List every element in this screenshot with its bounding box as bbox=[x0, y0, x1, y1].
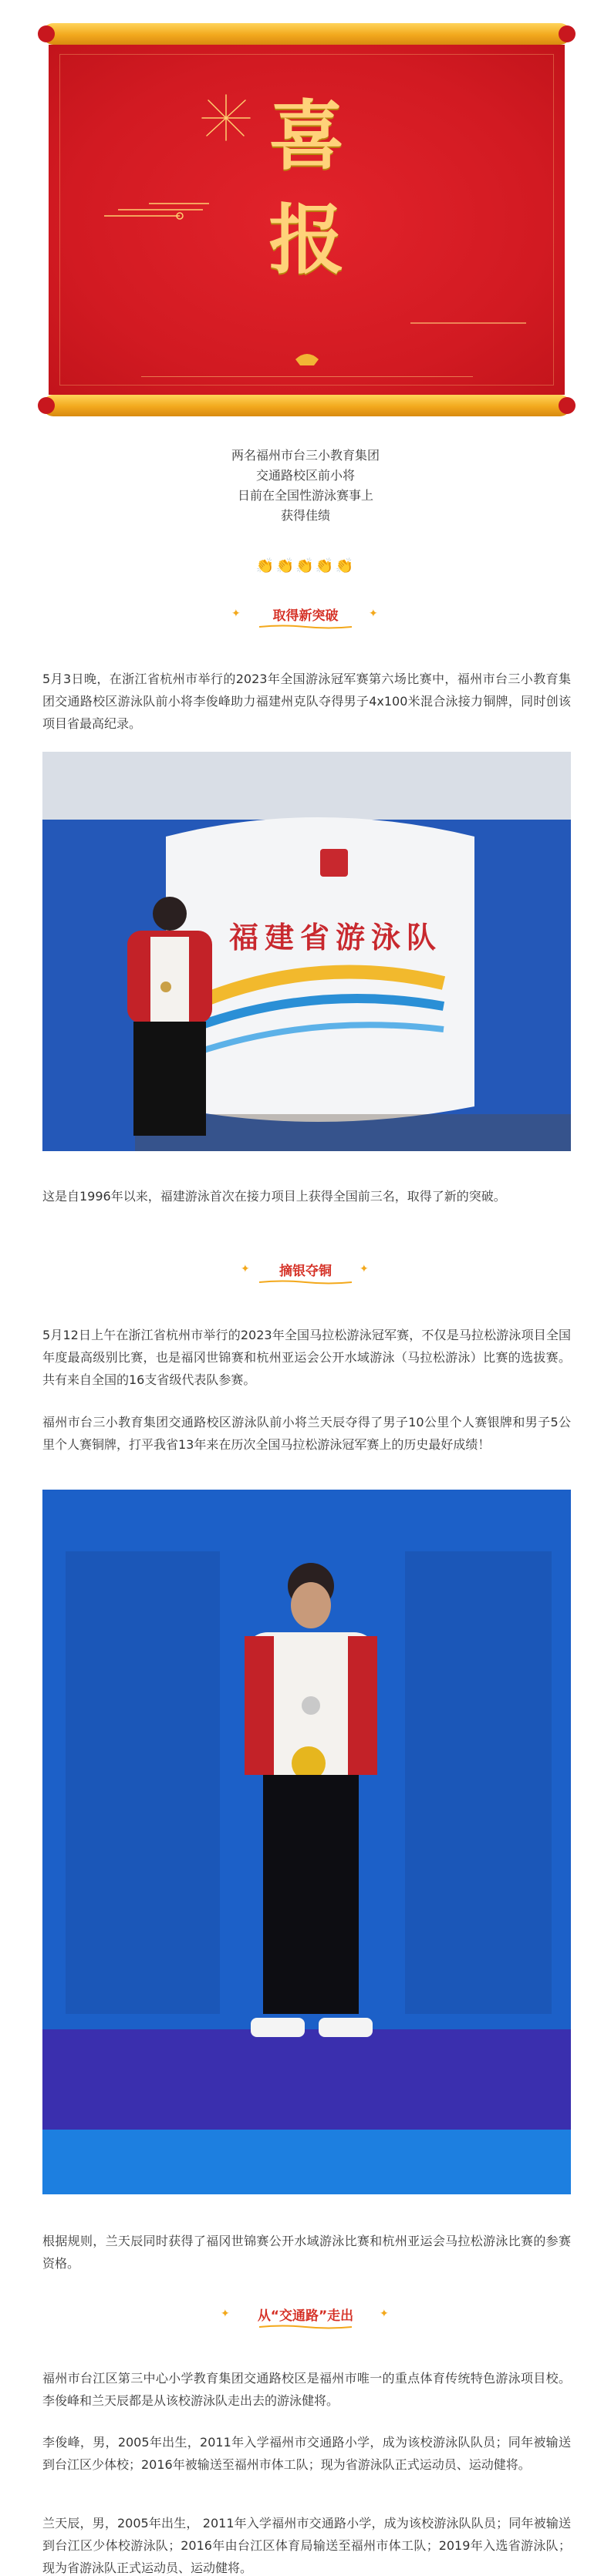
paragraph: 福州市台三小教育集团交通路校区游泳队前小将兰天辰夺得了男子10公里个人赛银牌和男子5公里个人赛铜牌，打平我省13年来在历次全国马拉松游泳冠军赛上的历史最好成绩！ bbox=[42, 1415, 571, 1452]
sparkle-icon: ✦ bbox=[369, 608, 378, 620]
section-underline bbox=[259, 2325, 352, 2329]
photo-relay-swimmer bbox=[42, 752, 571, 1151]
sparkle-icon: ✦ bbox=[231, 608, 241, 620]
gold-ingot-icon bbox=[294, 352, 320, 367]
paragraph: 福州市台江区第三中心小学教育集团交通路校区是福州市唯一的重点体育传统特色游泳项目校。李俊峰和兰天辰都是从该校游泳队走出去的游泳健将。 bbox=[42, 2371, 571, 2408]
paragraph: 根据规则，兰天辰同时获得了福冈世锦赛公开水域游泳比赛和杭州亚运会马拉松游泳比赛的参赛资格。 bbox=[42, 2234, 571, 2271]
banner-divider-bottom bbox=[141, 376, 473, 377]
section-underline bbox=[259, 625, 352, 629]
paragraph: 李俊峰，男，2005年出生，2011年入学福州市交通路小学，成为该校游泳队队员；同年被输送到台江区少体校；2016年被输送至福州市体工队；现为省游泳队正式运动员、运动健将。 bbox=[42, 2435, 571, 2472]
rod-cap-left bbox=[38, 25, 55, 42]
photo-marathon-illustration bbox=[42, 1490, 571, 2194]
banner-divider-right bbox=[410, 322, 526, 324]
banner-char-bao: 报 bbox=[268, 196, 345, 285]
section-header-origin bbox=[0, 2300, 611, 2331]
paragraph: 5月12日上午在浙江省杭州市举行的2023年全国马拉松游泳冠军赛，不仅是马拉松游泳项目全国年度最高级别比赛，也是福冈世锦赛和杭州亚运会公开水域游泳（马拉松游泳）比赛的选拔赛。共有来自全国的16支省级代表队参赛。 bbox=[42, 1328, 571, 1387]
rod-cap-right bbox=[559, 25, 576, 42]
clapping-hands-row: 👏👏👏👏👏 bbox=[255, 557, 356, 574]
photo-marathon-swimmer bbox=[42, 1490, 571, 2194]
banner-char-xi: 喜 bbox=[268, 92, 345, 180]
scroll-rod-bottom bbox=[42, 395, 571, 416]
intro-line: 交通路校区前小将 bbox=[255, 468, 355, 483]
sparkle-icon: ✦ bbox=[241, 1263, 250, 1275]
section-title: 从“交通路”走出 bbox=[257, 2308, 354, 2324]
sparkle-icon: ✦ bbox=[360, 1263, 369, 1275]
section-header-medals bbox=[0, 1255, 611, 1286]
sparkle-icon: ✦ bbox=[380, 2308, 389, 2320]
paragraph: 这是自1996年以来，福建游泳首次在接力项目上获得全国前三名，取得了新的突破。 bbox=[42, 1189, 506, 1204]
paragraph: 5月3日晚，在浙江省杭州市举行的2023年全国游泳冠军赛第六场比赛中，福州市台三小教育集团交通路校区游泳队前小将李俊峰助力福建州克队夺得男子4x100米混合泳接力铜牌，同时创该项目省最高纪录。 bbox=[42, 672, 571, 731]
section-title: 取得新突破 bbox=[272, 608, 339, 624]
intro-line: 两名福州市台三小教育集团 bbox=[231, 448, 380, 463]
rod-cap-right bbox=[559, 397, 576, 414]
celebration-banner bbox=[42, 23, 571, 416]
intro-line: 日前在全国性游泳赛事上 bbox=[237, 488, 373, 503]
intro-line: 获得佳绩 bbox=[280, 508, 330, 523]
section-header-breakthrough bbox=[0, 600, 611, 631]
banner-red-panel bbox=[49, 45, 565, 395]
photo-wall-text: 福建省游泳队 bbox=[228, 920, 442, 955]
section-underline bbox=[259, 1280, 352, 1285]
scroll-rod-top bbox=[42, 23, 571, 45]
sparkle-icon: ✦ bbox=[221, 2308, 230, 2320]
rod-cap-left bbox=[38, 397, 55, 414]
intro-text bbox=[0, 446, 611, 526]
paragraph: 兰天辰，男，2005年出生， 2011年入学福州市交通路小学，成为该校游泳队队员；同年被输送到台江区少体校游泳队；2016年由台江区体育局输送至福州市体工队；2019年入选省游泳队；现为省游泳队正式运动员、运动健将。 bbox=[42, 2516, 571, 2575]
section-title: 摘银夺铜 bbox=[279, 1264, 332, 1279]
